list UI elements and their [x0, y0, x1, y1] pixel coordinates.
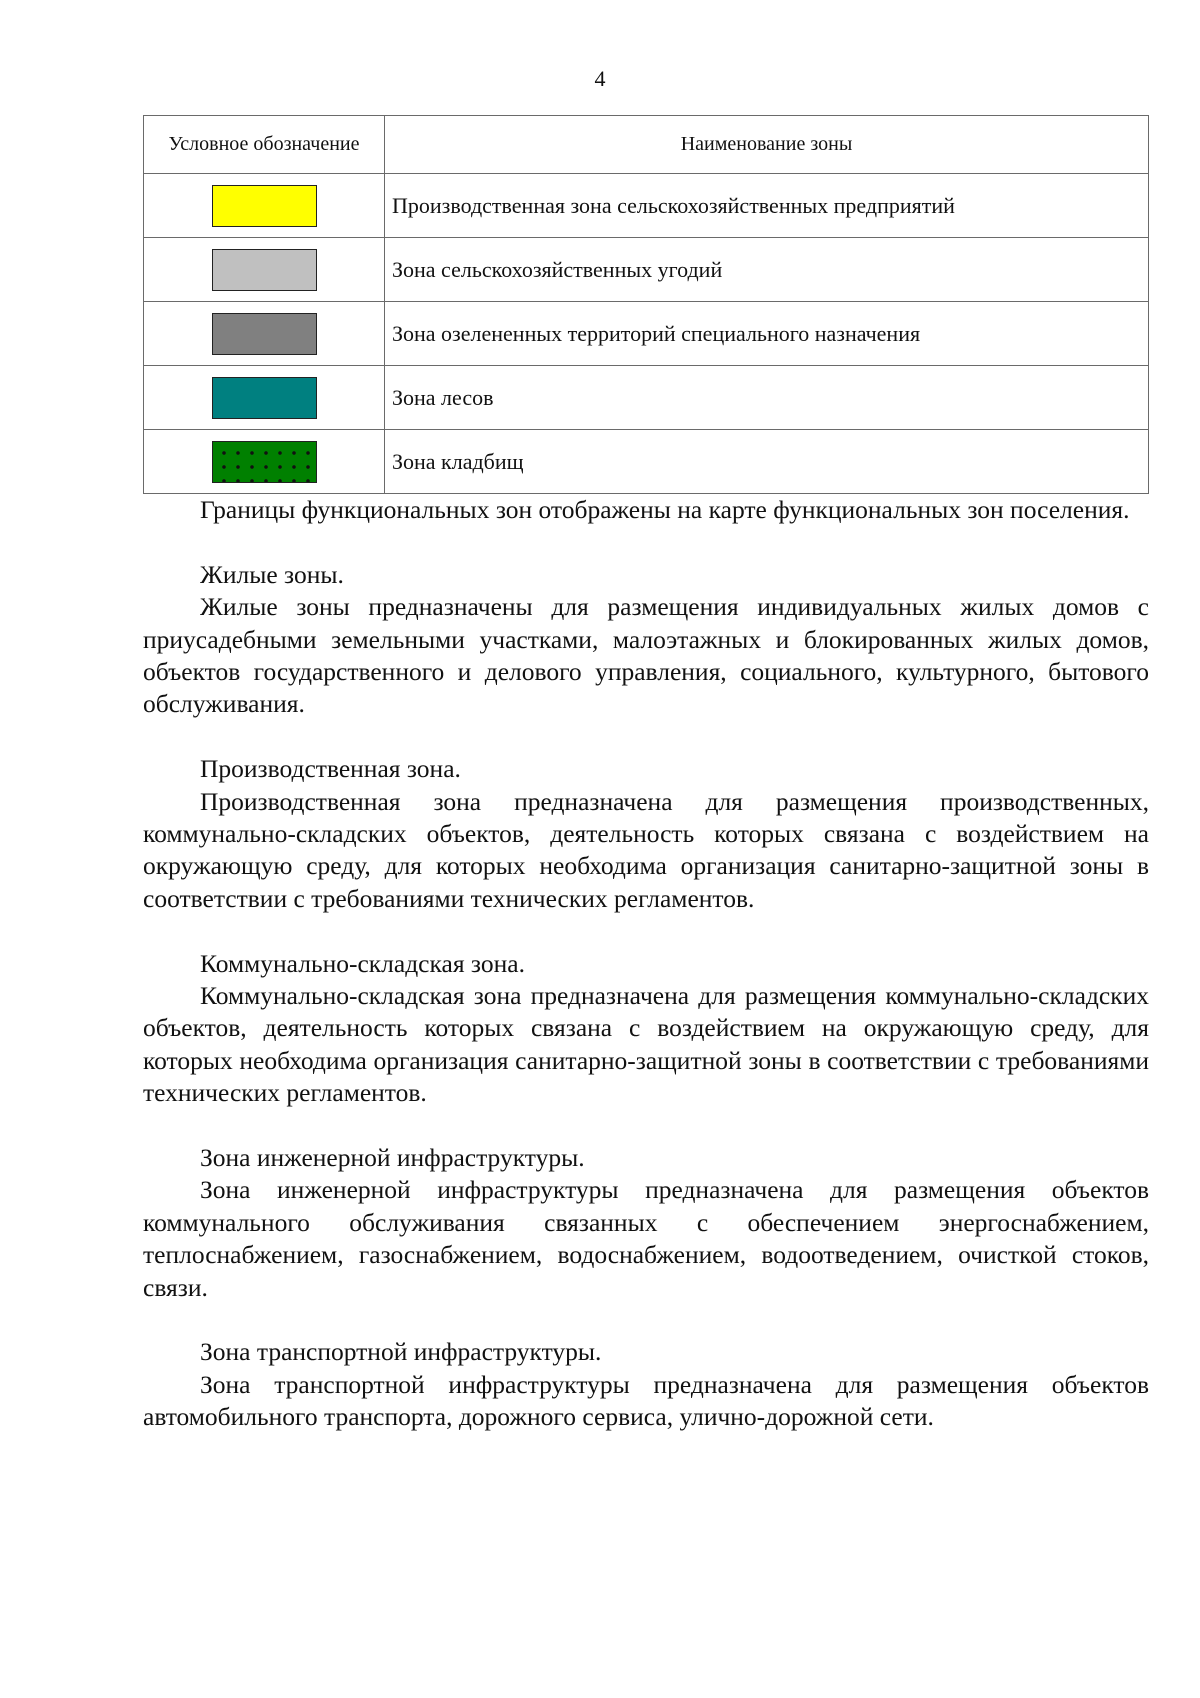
section-heading: Жилые зоны.	[200, 559, 344, 589]
section-paragraph: Зона инженерной инфраструктуры предназначена для размещения объектов коммунального обслуживания связанных с обеспечением энергоснабжением, теплоснабжением, газоснабжением, водоснабжением, водоотведением, очисткой стоков, связи.	[143, 1175, 1149, 1302]
section-paragraph: Коммунально-складская зона предназначена для размещения коммунально-складских объектов, деятельность которых связана с воздействием на окружающую среду, для которых необходима организация санитарно-защитной зоны в соответствии с требованиями технических регламентов.	[143, 981, 1149, 1108]
legend-symbol-cell	[144, 174, 385, 238]
legend-row	[144, 430, 1149, 494]
legend-header-row	[144, 116, 1149, 174]
zone-swatch-green-special	[212, 313, 317, 355]
legend-zone-name: Зона кладбищ	[385, 430, 1149, 494]
zone-swatch-cemetery	[212, 441, 317, 483]
section-heading: Зона инженерной инфраструктуры.	[200, 1143, 585, 1173]
zone-swatch-forest	[212, 377, 317, 419]
section-paragraph: Жилые зоны предназначены для размещения индивидуальных жилых домов с приусадебными земельными участками, малоэтажных и блокированных жилых домов, объектов государственного и делового управления, социального, культурного, бытового обслуживания.	[143, 592, 1149, 719]
legend-symbol-cell	[144, 238, 385, 302]
section-paragraph: Производственная зона предназначена для размещения производственных, коммунально-складских объектов, деятельность которых связана с воздействием на окружающую среду, для которых необходима организация санитарно-защитной зоны в соответствии с требованиями технических регламентов.	[143, 786, 1149, 913]
intro-paragraph: Границы функциональных зон отображены на карте функциональных зон поселения.	[200, 495, 1130, 524]
legend-symbol-cell	[144, 302, 385, 366]
legend-row	[144, 238, 1149, 302]
zone-swatch-agri-production	[212, 185, 317, 227]
legend-zone-name: Зона лесов	[385, 366, 1149, 430]
section-paragraph: Зона транспортной инфраструктуры предназначена для размещения объектов автомобильного транспорта, дорожного сервиса, улично-дорожной сети.	[143, 1369, 1149, 1432]
page-number: 4	[594, 66, 606, 91]
legend-header-name: Наименование зоны	[385, 116, 1149, 174]
section-heading: Коммунально-складская зона.	[200, 948, 525, 978]
legend-zone-name: Производственная зона сельскохозяйственных предприятий	[385, 174, 1149, 238]
legend-row	[144, 366, 1149, 430]
legend-symbol-cell	[144, 430, 385, 494]
legend-zone-name: Зона озелененных территорий специального назначения	[385, 302, 1149, 366]
legend-zone-name: Зона сельскохозяйственных угодий	[385, 238, 1149, 302]
legend-symbol-cell	[144, 366, 385, 430]
section-heading: Зона транспортной инфраструктуры.	[200, 1337, 602, 1367]
zone-swatch-agri-land	[212, 249, 317, 291]
legend-table	[143, 115, 1149, 494]
section-heading: Производственная зона.	[200, 754, 461, 784]
legend-header-symbol: Условное обозначение	[144, 116, 385, 174]
legend-row	[144, 174, 1149, 238]
document-body	[143, 494, 1149, 1434]
legend-row	[144, 302, 1149, 366]
